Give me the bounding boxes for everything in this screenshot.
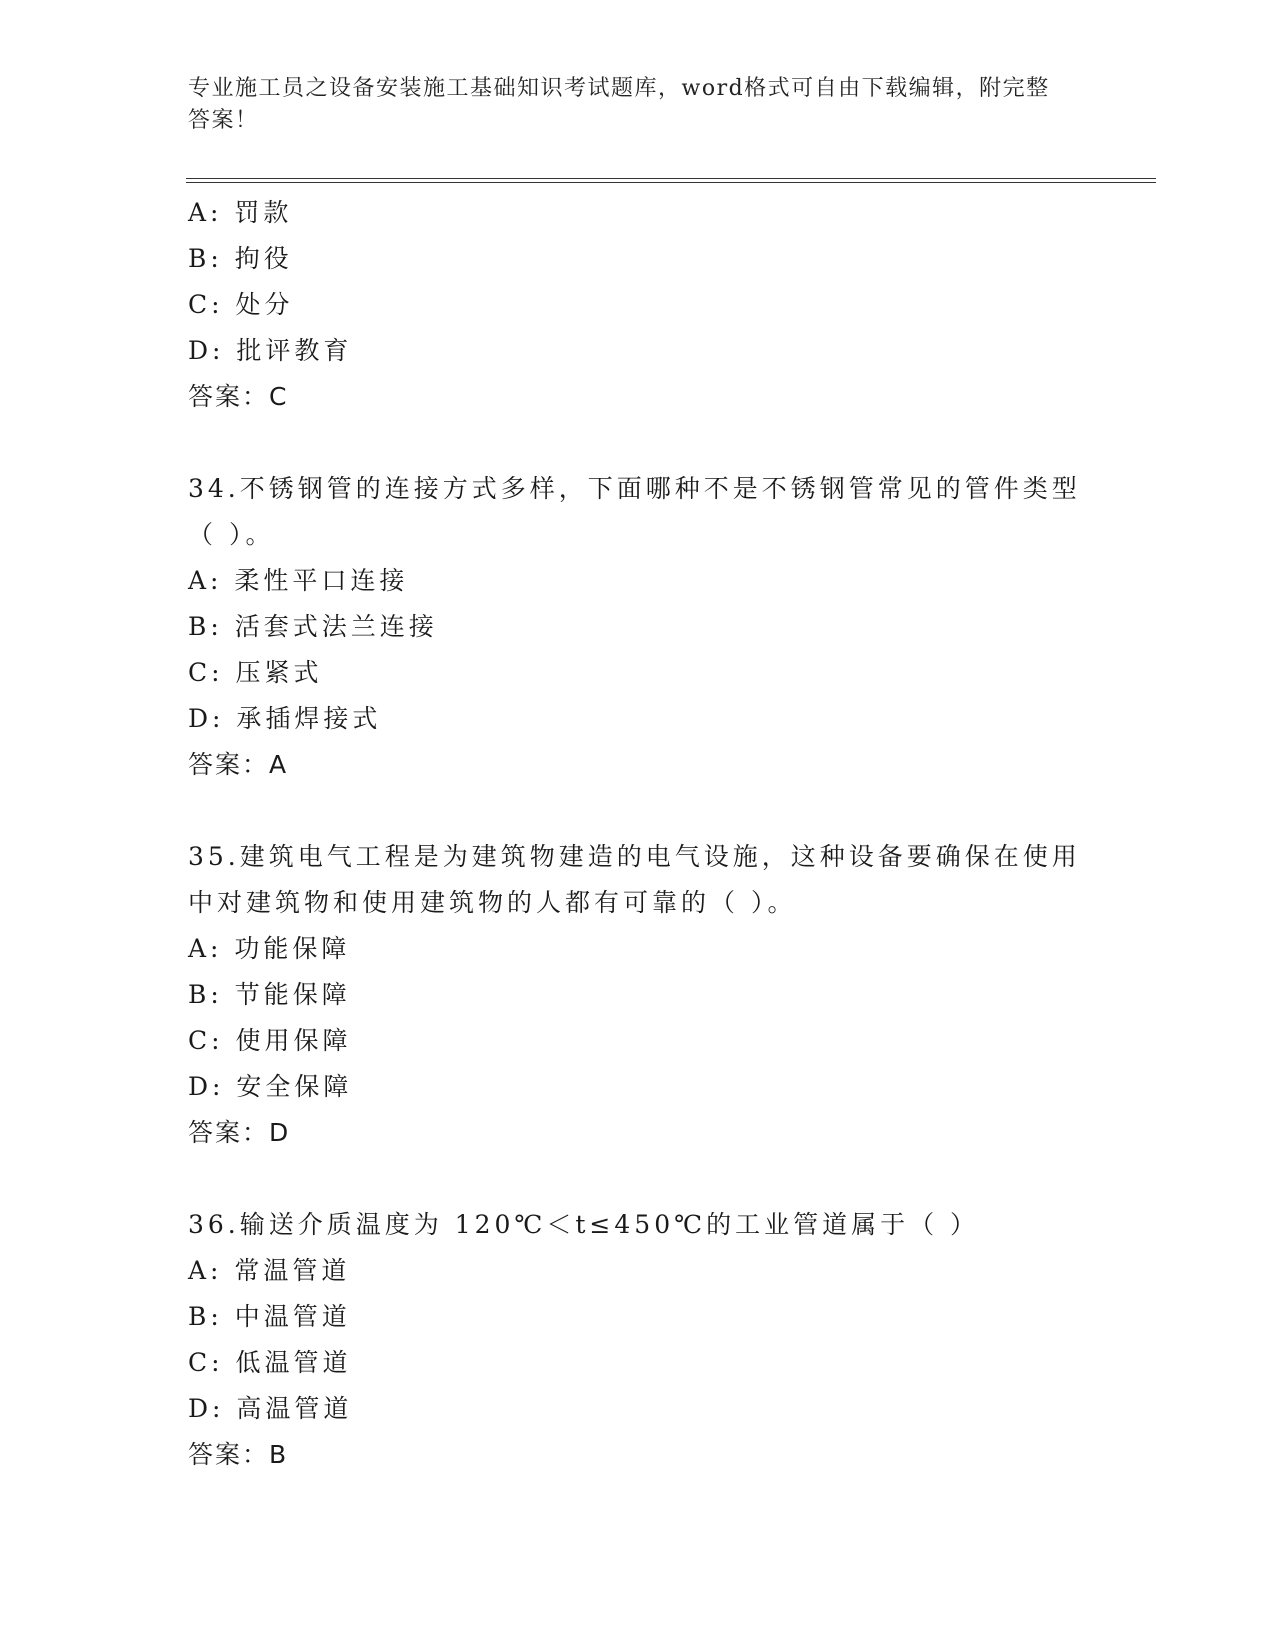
option-d: D: 高温管道 [188,1394,353,1423]
question-stem: 36.输送介质温度为 120℃＜t≤450℃的工业管道属于（ ） [188,1210,980,1239]
question-stem: 34.不锈钢管的连接方式多样，下面哪种不是不锈钢管常见的管件类型（ ）。 [188,474,1081,549]
question-spacer [188,420,1088,466]
option-c: C: 处分 [188,290,294,319]
option-a: A: 柔性平口连接 [188,566,409,595]
answer-label: 答案：D [188,1118,291,1147]
question-stem: 35.建筑电气工程是为建筑物建造的电气设施，这种设备要确保在使用中对建筑物和使用建筑物的人都有可靠的（ ）。 [188,842,1081,917]
option-d: D: 安全保障 [188,1072,353,1101]
answer-label: 答案：A [188,750,289,779]
option-a: A: 罚款 [188,198,293,227]
answer-label: 答案：C [188,382,289,411]
header-divider-bottom [186,182,1156,183]
option-c: C: 压紧式 [188,658,323,687]
question-34 [188,466,1088,788]
option-d: D: 批评教育 [188,336,353,365]
document-header: 专业施工员之设备安装施工基础知识考试题库，word格式可自由下载编辑，附完整答案！ [188,76,1050,133]
question-35 [188,834,1088,1156]
option-b: B: 节能保障 [188,980,351,1009]
question-spacer [188,1156,1088,1202]
option-c: C: 使用保障 [188,1026,352,1055]
answer-label: 答案：B [188,1440,289,1469]
question-36 [188,1202,1088,1478]
option-a: A: 功能保障 [188,934,351,963]
option-d: D: 承插焊接式 [188,704,382,733]
option-b: B: 拘役 [188,244,293,273]
option-b: B: 活套式法兰连接 [188,612,438,641]
question-spacer [188,788,1088,834]
question-list [188,190,1088,1478]
question-33 [188,190,1088,420]
option-a: A: 常温管道 [188,1256,351,1285]
option-c: C: 低温管道 [188,1348,352,1377]
header-divider-top [186,178,1156,179]
option-b: B: 中温管道 [188,1302,351,1331]
